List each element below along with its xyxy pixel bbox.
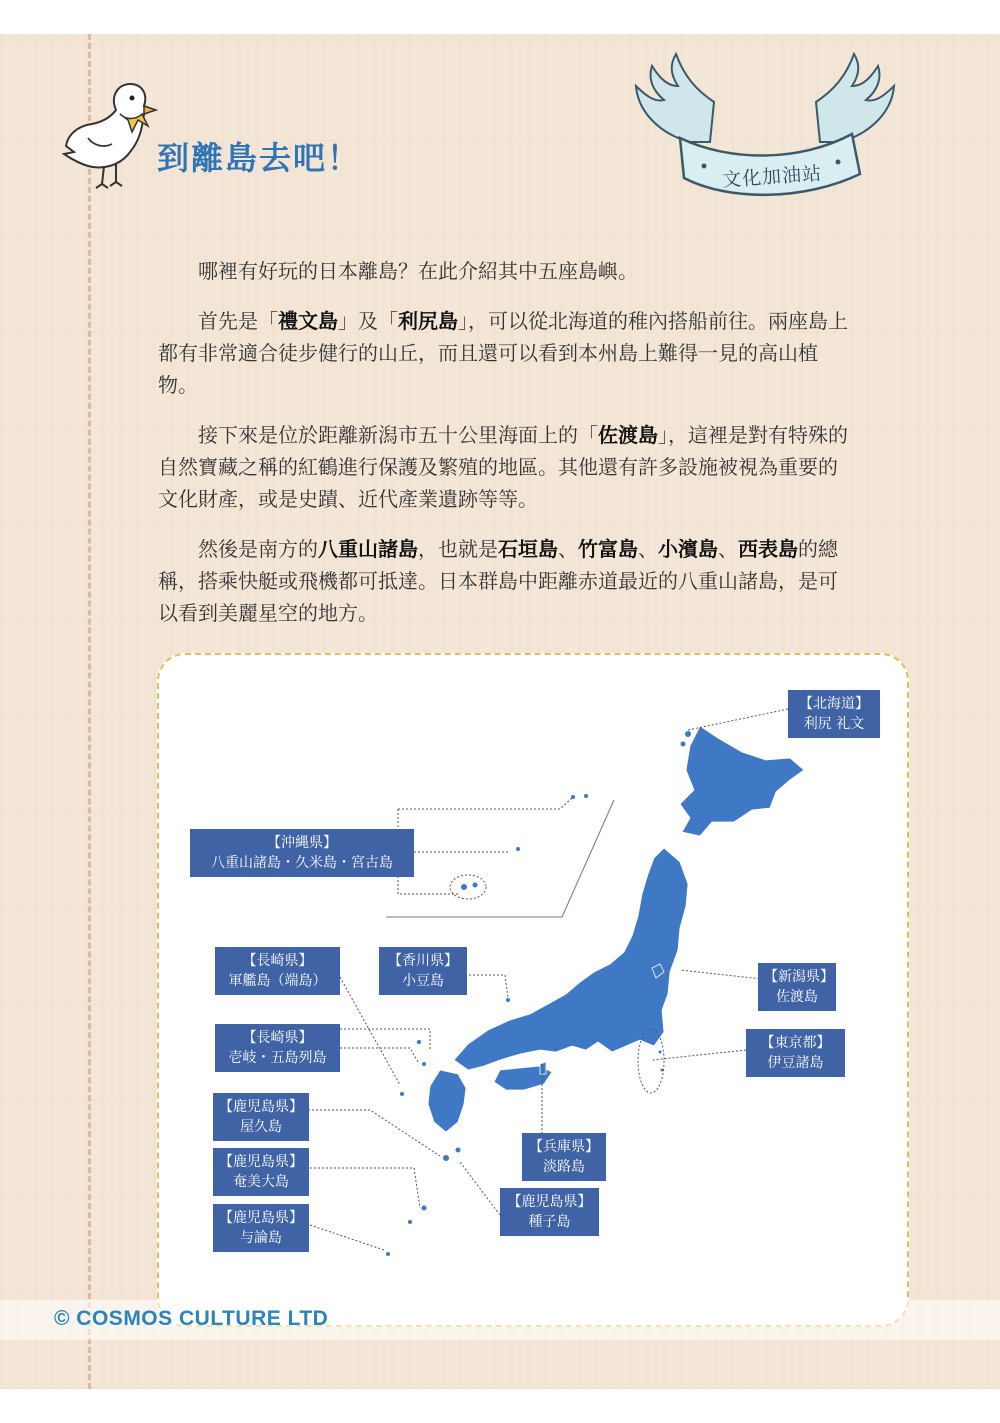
paragraph-text: 的總稱，搭乘快艇或飛機都可抵達。日本群島中距離赤道最近的八重山諸島，是可以看到美麗星空的地方。 (158, 537, 838, 625)
label-hyogo (522, 1133, 606, 1181)
label-kagoshima4-islands: 与論島 (240, 1230, 282, 1246)
label-hyogo-islands: 淡路島 (543, 1159, 585, 1175)
paragraph-text: 」，可以從北海道的稚內搭船前往。兩座島上都有非常適合徒步健行的山丘，而且還可以看到本州島上難得一見的高山植物。 (158, 309, 848, 397)
banner-label: 文化加油站 (721, 162, 823, 192)
hokkaido-shape (680, 726, 804, 836)
label-tokyo-pref: 【東京都】 (760, 1035, 831, 1051)
label-nagasaki-gunkanjima (215, 947, 340, 995)
label-kagawa (379, 947, 467, 995)
kyushu-shape (428, 1070, 466, 1132)
label-hokkaido-islands: 利尻 礼文 (803, 716, 865, 732)
label-niigata (758, 963, 836, 1011)
paragraph-text: 然後是南方的 (198, 537, 318, 561)
paragraph-text: 接下來是位於距離新潟市五十公里海面上的「 (198, 423, 598, 447)
label-kagoshima-amami (213, 1148, 309, 1196)
label-kagoshima-tanegashima (500, 1188, 599, 1236)
paragraph-text: 、 (718, 537, 738, 561)
emphasis-text: 佐渡島 (598, 423, 658, 447)
label-kagoshima2-islands: 奄美大島 (233, 1174, 289, 1190)
label-kagawa-islands: 小豆島 (402, 973, 444, 989)
label-kagawa-pref: 【香川県】 (388, 953, 458, 969)
emphasis-text: 竹富島 (578, 537, 638, 561)
label-kagoshima3-islands: 種子島 (528, 1214, 571, 1230)
label-kagoshima3-pref: 【鹿児島県】 (507, 1194, 592, 1210)
label-kagoshima2-pref: 【鹿児島県】 (219, 1154, 303, 1170)
paragraph-text: 」及「 (338, 309, 398, 333)
emphasis-text: 石垣島 (498, 537, 558, 561)
emphasis-text: 八重山諸島 (318, 537, 418, 561)
honshu-shape (454, 848, 688, 1070)
paragraph-text: 、 (638, 537, 658, 561)
label-kagoshima-yoron (213, 1204, 309, 1252)
paragraph-text: 哪裡有好玩的日本離島？在此介紹其中五座島嶼。 (198, 259, 638, 283)
label-hokkaido (788, 690, 880, 738)
paragraph-text: 、 (558, 537, 578, 561)
label-kagoshima1-pref: 【鹿児島県】 (219, 1099, 303, 1115)
paragraph-text: 」，這裡是對有特殊的自然寶藏之稱的紅鶴進行保護及繁殖的地區。其他還有許多設施被視為重要的文化財產，或是史蹟、近代產業遺跡等等。 (158, 423, 848, 511)
label-nagasaki1-pref: 【長崎県】 (242, 953, 313, 969)
label-kagoshima-yakushima (213, 1093, 309, 1141)
label-nagasaki2-islands: 壱岐・五島列島 (228, 1050, 327, 1066)
label-tokyo (746, 1029, 845, 1077)
label-kagoshima1-islands: 屋久島 (240, 1119, 282, 1135)
emphasis-text: 西表島 (738, 537, 798, 561)
label-okinawa-islands: 八重山諸島・久米島・宮古島 (211, 855, 393, 871)
emphasis-text: 小濱島 (658, 537, 718, 561)
label-niigata-pref: 【新潟県】 (764, 969, 834, 985)
label-okinawa (190, 829, 414, 877)
paragraph-text: 首先是「 (198, 309, 278, 333)
label-hokkaido-pref: 【北海道】 (799, 696, 869, 712)
page-title: 到離島去吧！ (157, 139, 362, 177)
emphasis-text: 禮文島 (278, 309, 338, 333)
label-niigata-islands: 佐渡島 (776, 989, 818, 1005)
label-kagoshima4-pref: 【鹿児島県】 (219, 1210, 303, 1226)
awaji-shape (540, 1062, 546, 1074)
label-tokyo-islands: 伊豆諸島 (767, 1055, 824, 1071)
paragraph-text: ，也就是 (418, 537, 498, 561)
label-okinawa-pref: 【沖縄県】 (267, 835, 337, 851)
copyright-text: © COSMOS CULTURE LTD (54, 1307, 329, 1330)
label-nagasaki2-pref: 【長崎県】 (242, 1030, 313, 1046)
label-nagasaki1-islands: 軍艦島（端島） (228, 973, 327, 989)
label-nagasaki-iki-goto (215, 1024, 340, 1072)
label-hyogo-pref: 【兵庫県】 (529, 1139, 599, 1155)
emphasis-text: 利尻島 (398, 309, 458, 333)
